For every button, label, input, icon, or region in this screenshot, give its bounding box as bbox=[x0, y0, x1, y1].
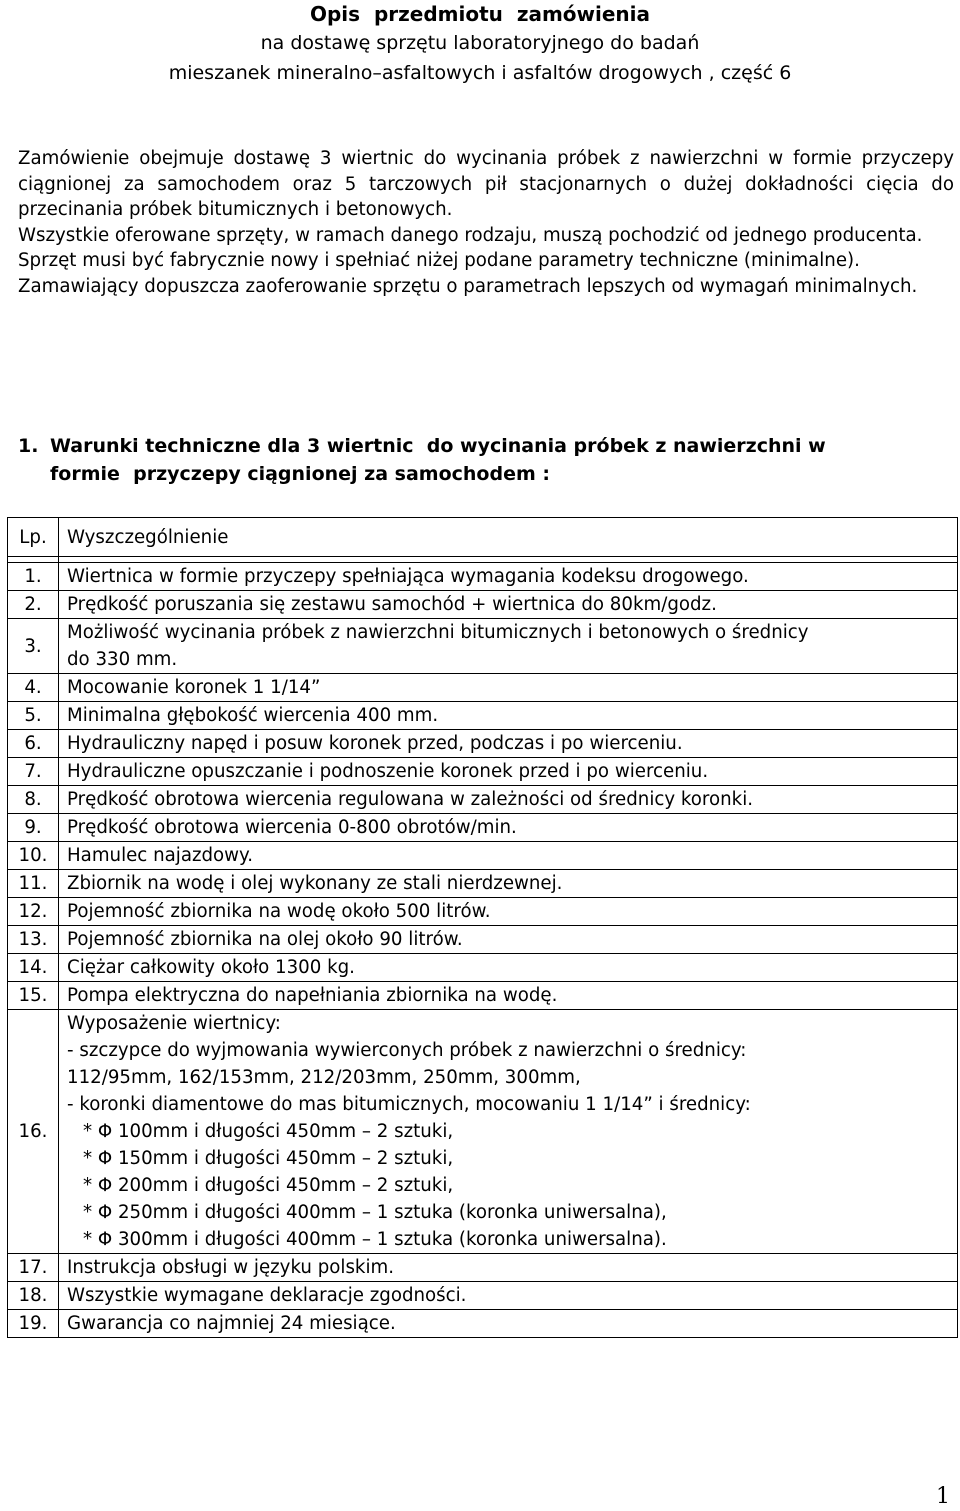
row-number: 14. bbox=[8, 954, 59, 982]
row-description bbox=[59, 814, 958, 842]
row-description-line: do 330 mm. bbox=[67, 649, 178, 670]
row-description-line: Minimalna głębokość wiercenia 400 mm. bbox=[67, 705, 439, 726]
row-description bbox=[59, 1010, 958, 1254]
row-description-line: Hydrauliczny napęd i posuw koronek przed, podczas i po wierceniu. bbox=[67, 733, 683, 754]
row-description bbox=[59, 842, 958, 870]
table-row bbox=[8, 982, 958, 1010]
page-number: 1 bbox=[936, 1484, 950, 1509]
table-row bbox=[8, 758, 958, 786]
row-description-line: Pojemność zbiornika na wodę około 500 litrów. bbox=[67, 901, 491, 922]
row-description-line: * Φ 200mm i długości 450mm – 2 sztuki, bbox=[83, 1175, 454, 1196]
document-subtitle-line-2: mieszanek mineralno–asfaltowych i asfaltów drogowych , część 6 bbox=[168, 62, 792, 84]
row-description-line: Wszystkie wymagane deklaracje zgodności. bbox=[67, 1285, 467, 1306]
table-row bbox=[8, 702, 958, 730]
row-number: 10. bbox=[8, 842, 59, 870]
column-header-lp: Lp. bbox=[8, 518, 59, 557]
table-row bbox=[8, 730, 958, 758]
row-description-line: Gwarancja co najmniej 24 miesiące. bbox=[67, 1313, 396, 1334]
row-description-line: Możliwość wycinania próbek z nawierzchni bitumicznych i betonowych o średnicy bbox=[67, 622, 809, 643]
row-description-line: * Φ 300mm i długości 400mm – 1 sztuka (koronka uniwersalna). bbox=[83, 1229, 667, 1250]
row-number: 16. bbox=[8, 1010, 59, 1254]
row-number: 19. bbox=[8, 1310, 59, 1338]
row-description bbox=[59, 870, 958, 898]
row-number: 15. bbox=[8, 982, 59, 1010]
row-description-line: Prędkość obrotowa wiercenia regulowana w zależności od średnicy koronki. bbox=[67, 789, 754, 810]
table-row bbox=[8, 786, 958, 814]
row-description bbox=[59, 619, 958, 674]
row-number: 4. bbox=[8, 674, 59, 702]
row-number: 13. bbox=[8, 926, 59, 954]
table-row bbox=[8, 1282, 958, 1310]
table-row bbox=[8, 870, 958, 898]
row-description-line: Hydrauliczne opuszczanie i podnoszenie koronek przed i po wierceniu. bbox=[67, 761, 709, 782]
table-row bbox=[8, 619, 958, 674]
row-number: 5. bbox=[8, 702, 59, 730]
row-description-line: Wiertnica w formie przyczepy spełniająca wymagania kodeksu drogowego. bbox=[67, 566, 749, 587]
row-number: 6. bbox=[8, 730, 59, 758]
row-number: 17. bbox=[8, 1254, 59, 1282]
row-description-line: 112/95mm, 162/153mm, 212/203mm, 250mm, 300mm, bbox=[67, 1067, 581, 1088]
row-description bbox=[59, 926, 958, 954]
row-number: 11. bbox=[8, 870, 59, 898]
table-row bbox=[8, 563, 958, 591]
row-description bbox=[59, 954, 958, 982]
row-number: 8. bbox=[8, 786, 59, 814]
row-description bbox=[59, 730, 958, 758]
requirements-table bbox=[7, 517, 958, 1338]
row-description-line: Instrukcja obsługi w języku polskim. bbox=[67, 1257, 395, 1278]
row-description-line: * Φ 250mm i długości 400mm – 1 sztuka (koronka uniwersalna), bbox=[83, 1202, 667, 1223]
section-number: 1. bbox=[18, 435, 39, 457]
row-description-line: Prędkość poruszania się zestawu samochód + wiertnica do 80km/godz. bbox=[67, 594, 717, 615]
row-number: 7. bbox=[8, 758, 59, 786]
row-description-line: - szczypce do wyjmowania wywierconych próbek z nawierzchni o średnicy: bbox=[67, 1040, 747, 1061]
table-row bbox=[8, 1310, 958, 1338]
row-description bbox=[59, 702, 958, 730]
section-heading bbox=[18, 432, 948, 488]
row-description-line: Ciężar całkowity około 1300 kg. bbox=[67, 957, 355, 978]
intro-paragraph-new-equipment: Sprzęt musi być fabrycznie nowy i spełniać niżej podane parametry techniczne (minimalne). bbox=[18, 250, 860, 271]
row-description-line: * Φ 150mm i długości 450mm – 2 sztuki, bbox=[83, 1148, 454, 1169]
row-description bbox=[59, 1310, 958, 1338]
table-row bbox=[8, 954, 958, 982]
table-row bbox=[8, 926, 958, 954]
table-row bbox=[8, 1254, 958, 1282]
row-description-line: Prędkość obrotowa wiercenia 0-800 obrotów/min. bbox=[67, 817, 517, 838]
document-header bbox=[0, 0, 960, 88]
row-description-line: Mocowanie koronek 1 1/14” bbox=[67, 677, 321, 698]
table-row bbox=[8, 842, 958, 870]
row-description-line: Pojemność zbiornika na olej około 90 litrów. bbox=[67, 929, 463, 950]
row-description-line: * Φ 100mm i długości 450mm – 2 sztuki, bbox=[83, 1121, 454, 1142]
row-description-line: Zbiornik na wodę i olej wykonany ze stali nierdzewnej. bbox=[67, 873, 563, 894]
intro-paragraph-scope: Zamówienie obejmuje dostawę 3 wiertnic do wycinania próbek z nawierzchni w formie przyczepy ciągnionej za samochodem oraz 5 tarczowych pił stacjonarnych o dużej dokładności cięcia do przecinania próbek bitumicznych i betonowych. bbox=[18, 148, 954, 220]
document-title: Opis przedmiotu zamówienia bbox=[309, 2, 651, 26]
row-number: 3. bbox=[8, 619, 59, 674]
row-number: 9. bbox=[8, 814, 59, 842]
row-description-line: Wyposażenie wiertnicy: bbox=[67, 1013, 281, 1034]
row-number: 2. bbox=[8, 591, 59, 619]
table-row bbox=[8, 591, 958, 619]
table-row bbox=[8, 1010, 958, 1254]
section-title-line-2: formie przyczepy ciągnionej za samochodem : bbox=[50, 463, 550, 485]
row-description-line: - koronki diamentowe do mas bitumicznych, mocowaniu 1 1/14” i średnicy: bbox=[67, 1094, 751, 1115]
row-description bbox=[59, 982, 958, 1010]
row-description bbox=[59, 1254, 958, 1282]
table-header-row bbox=[8, 518, 958, 557]
row-description bbox=[59, 898, 958, 926]
row-description bbox=[59, 674, 958, 702]
row-description-line: Hamulec najazdowy. bbox=[67, 845, 254, 866]
document-subtitle-line-1: na dostawę sprzętu laboratoryjnego do badań bbox=[260, 32, 700, 54]
row-number: 1. bbox=[8, 563, 59, 591]
row-description bbox=[59, 1282, 958, 1310]
row-description bbox=[59, 786, 958, 814]
column-header-description: Wyszczególnienie bbox=[59, 518, 958, 557]
row-number: 18. bbox=[8, 1282, 59, 1310]
table-row bbox=[8, 814, 958, 842]
table-row bbox=[8, 898, 958, 926]
row-description bbox=[59, 563, 958, 591]
intro-section bbox=[18, 146, 954, 299]
section-title-line-1: Warunki techniczne dla 3 wiertnic do wycinania próbek z nawierzchni w bbox=[50, 435, 826, 457]
row-description bbox=[59, 758, 958, 786]
intro-paragraph-producer: Wszystkie oferowane sprzęty, w ramach danego rodzaju, muszą pochodzić od jednego producenta. bbox=[18, 224, 923, 246]
table-row bbox=[8, 674, 958, 702]
row-number: 12. bbox=[8, 898, 59, 926]
row-description-line: Pompa elektryczna do napełniania zbiornika na wodę. bbox=[67, 985, 558, 1006]
intro-paragraph-better-parameters: Zamawiający dopuszcza zaoferowanie sprzętu o parametrach lepszych od wymagań minimalnych. bbox=[18, 275, 918, 297]
row-description bbox=[59, 591, 958, 619]
